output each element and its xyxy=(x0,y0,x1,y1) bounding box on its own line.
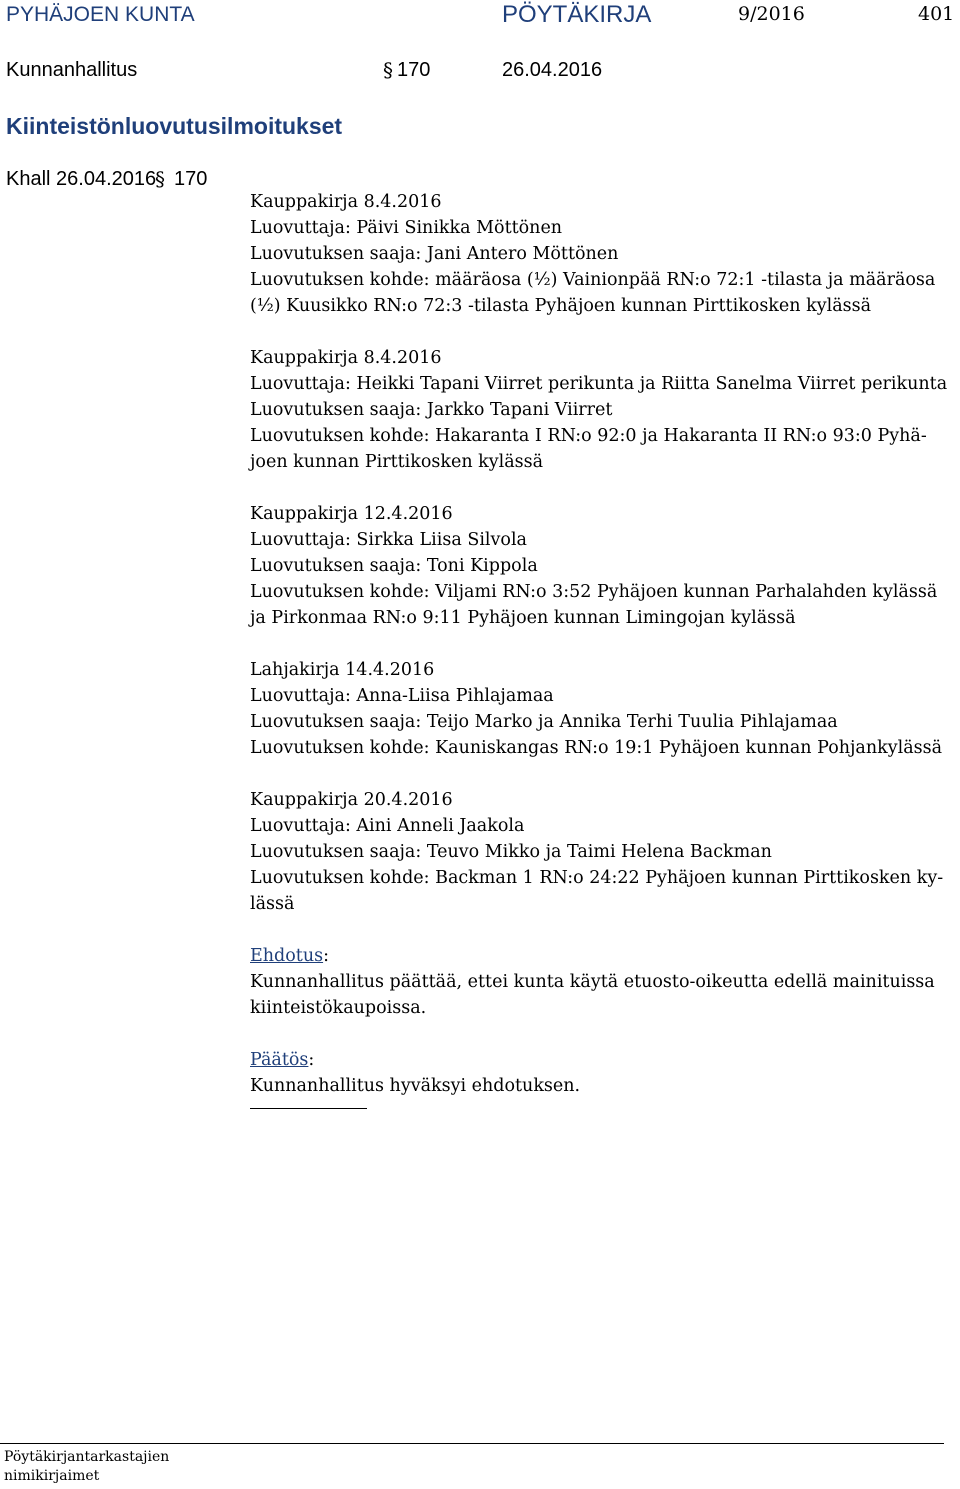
transfer-entry xyxy=(250,189,950,319)
closing-rule xyxy=(250,1108,367,1109)
document-type: PÖYTÄKIRJA xyxy=(502,1,652,28)
entry-line: Luovuttaja: Anna-Liisa Pihlajamaa xyxy=(250,686,554,706)
entry-line: Luovuttaja: Aini Anneli Jaakola xyxy=(250,816,525,836)
entry-line: Lahjakirja 14.4.2016 xyxy=(250,660,435,680)
entry-line: Luovutuksen kohde: Hakaranta I RN:o 92:0 ja Hakaranta II RN:o 93:0 Pyhä- xyxy=(250,426,927,446)
transfer-entry xyxy=(250,787,950,917)
transfer-entry xyxy=(250,345,950,475)
decision-text: Kunnanhallitus hyväksyi ehdotuksen. xyxy=(250,1076,581,1096)
page-number: 401 xyxy=(918,3,955,25)
proposal-line: Kunnanhallitus päättää, ettei kunta käytä etuosto-oikeutta edellä mainituissa xyxy=(250,972,935,992)
entry-line: Luovuttaja: Sirkka Liisa Silvola xyxy=(250,530,527,550)
document-body xyxy=(250,189,950,1099)
entry-line: lässä xyxy=(250,894,295,914)
decision-heading xyxy=(250,1047,950,1073)
entry-line: Luovutuksen saaja: Jarkko Tapani Viirret xyxy=(250,400,613,420)
entry-line: Luovutuksen saaja: Jani Antero Möttönen xyxy=(250,244,619,264)
entry-line: Kauppakirja 12.4.2016 xyxy=(250,504,453,524)
entry-line: Luovutuksen kohde: Kauniskangas RN:o 19:1 Pyhäjoen kunnan Pohjankylässä xyxy=(250,738,943,758)
entry-line: Kauppakirja 8.4.2016 xyxy=(250,192,442,212)
entry-line: Luovutuksen kohde: Viljami RN:o 3:52 Pyhäjoen kunnan Parhalahden kylässä xyxy=(250,582,938,602)
entry-line: Luovutuksen saaja: Teijo Marko ja Annika Terhi Tuulia Pihlajamaa xyxy=(250,712,838,732)
proposal-label: Ehdotus xyxy=(250,946,324,966)
entry-line: (¹⁄₂) Kuusikko RN:o 72:3 -tilasta Pyhäjoen kunnan Pirttikosken kylässä xyxy=(250,296,872,316)
proposal-line: kiinteistökaupoissa. xyxy=(250,998,427,1018)
transfer-entry xyxy=(250,657,950,761)
document-number: 9/2016 xyxy=(738,3,805,25)
meeting-body: Kunnanhallitus xyxy=(6,59,138,81)
footer-rule xyxy=(0,1443,944,1444)
proposal-heading xyxy=(250,943,950,969)
decision-section xyxy=(250,1047,950,1099)
entry-line: ja Pirkonmaa RN:o 9:11 Pyhäjoen kunnan Limingojan kylässä xyxy=(250,608,796,628)
decision-label: Päätös xyxy=(250,1050,309,1070)
proposal-colon: : xyxy=(323,946,329,966)
transfer-entry xyxy=(250,501,950,631)
section-number: 170 xyxy=(397,59,431,81)
decision-colon: : xyxy=(308,1050,315,1070)
entry-line: Luovuttaja: Päivi Sinikka Möttönen xyxy=(250,218,563,238)
entry-line: Kauppakirja 8.4.2016 xyxy=(250,348,442,368)
entry-line: joen kunnan Pirttikosken kylässä xyxy=(250,452,544,472)
reference-text: Khall 26.04.2016 xyxy=(6,168,157,190)
footer-label-line1: Pöytäkirjantarkastajien xyxy=(4,1449,170,1465)
reference-section-number: 170 xyxy=(174,168,208,190)
entry-line: Kauppakirja 20.4.2016 xyxy=(250,790,453,810)
meeting-date: 26.04.2016 xyxy=(502,59,603,81)
section-mark: § xyxy=(383,58,393,82)
reference-section-mark: § xyxy=(155,167,165,191)
entry-line: Luovutuksen saaja: Toni Kippola xyxy=(250,556,538,576)
proposal-section xyxy=(250,943,950,1021)
entry-line: Luovutuksen saaja: Teuvo Mikko ja Taimi Helena Backman xyxy=(250,842,772,862)
municipality-name: PYHÄJOEN KUNTA xyxy=(6,3,195,26)
entry-line: Luovuttaja: Heikki Tapani Viirret perikunta ja Riitta Sanelma Viirret perikunta xyxy=(250,374,948,394)
page-title: Kiinteistönluovutusilmoitukset xyxy=(6,113,343,139)
entry-line: Luovutuksen kohde: määräosa (¹⁄₂) Vainionpää RN:o 72:1 -tilasta ja määräosa xyxy=(250,270,936,290)
footer-label-line2: nimikirjaimet xyxy=(4,1468,100,1484)
entry-line: Luovutuksen kohde: Backman 1 RN:o 24:22 Pyhäjoen kunnan Pirttikosken ky- xyxy=(250,868,944,888)
